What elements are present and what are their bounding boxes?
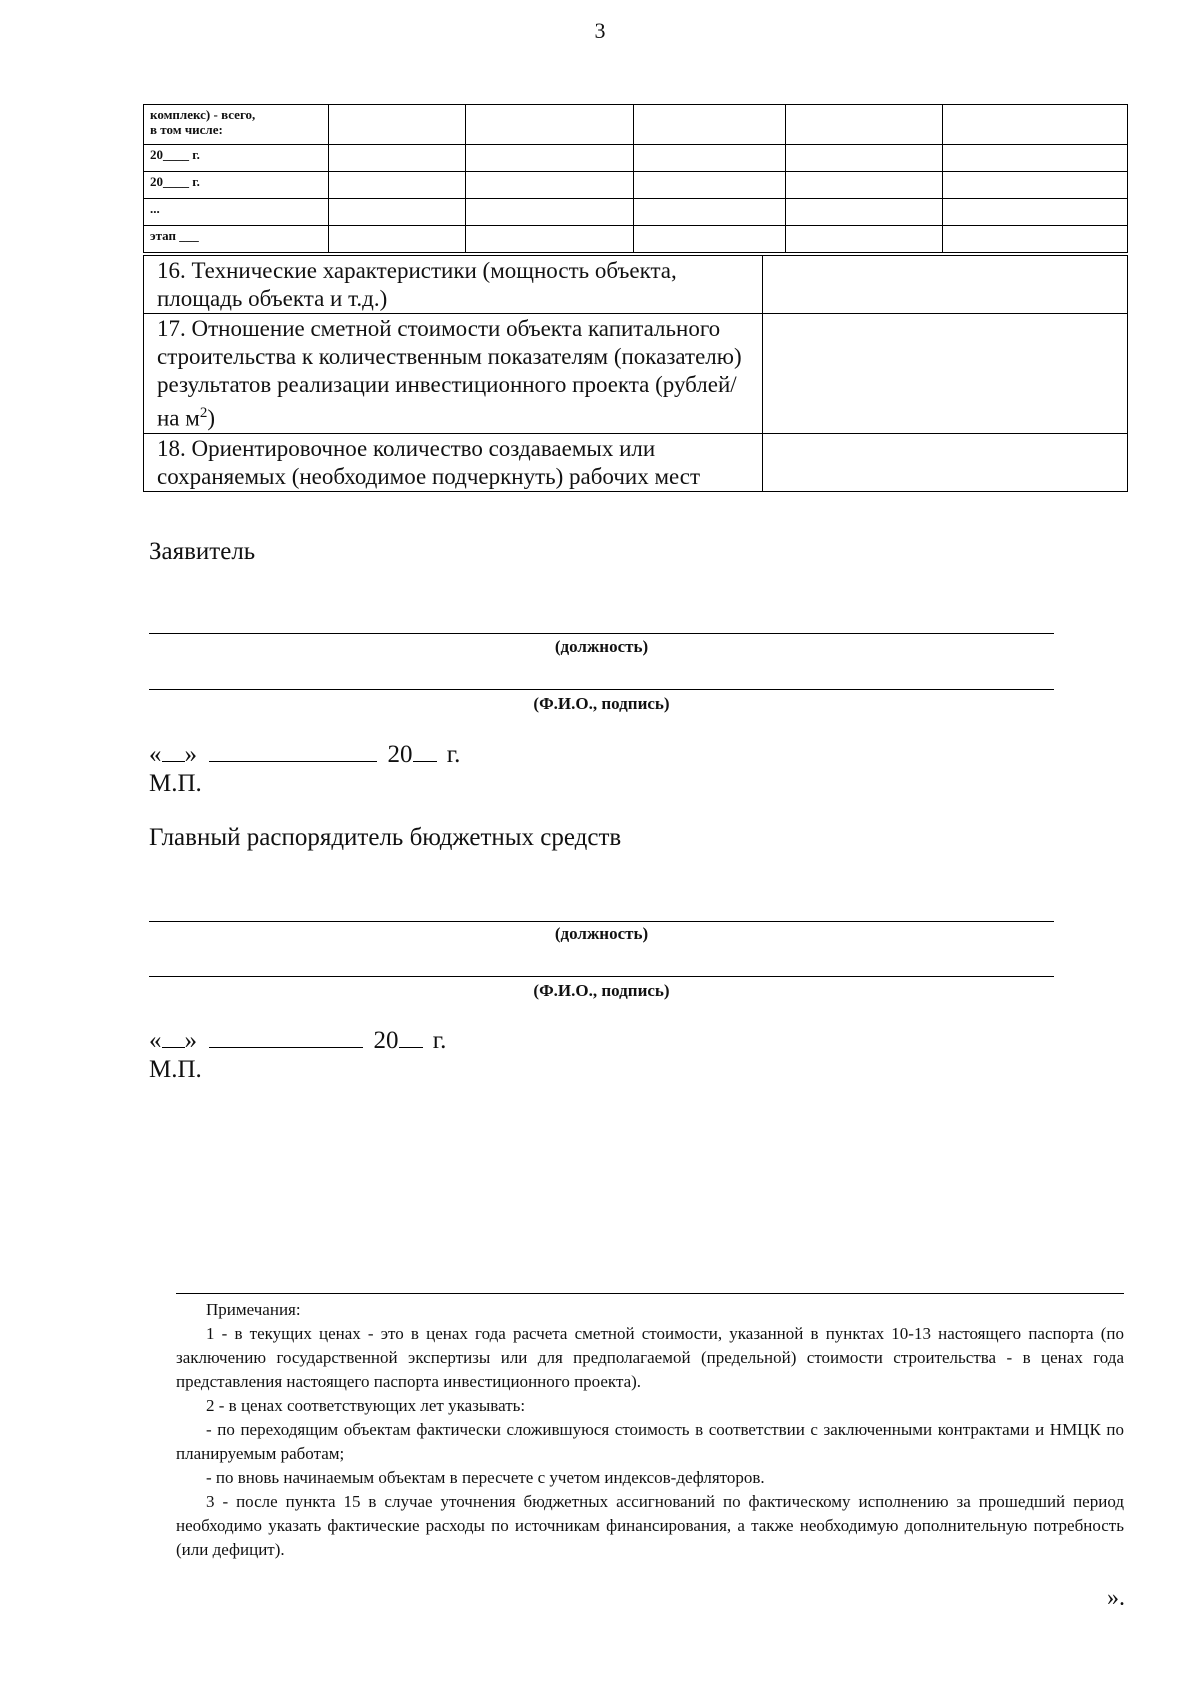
month-blank[interactable] [209, 1025, 363, 1048]
row-label: комплекс) - всего, в том числе: [144, 105, 329, 145]
item-label: 17. Отношение сметной стоимости объекта капитального строительства к количественным показателям (показателю) результатов реализации инвестиционного проекта (рублей/на $м^2$) [144, 314, 763, 434]
position-caption: (должность) [554, 637, 649, 656]
empty-cell[interactable] [786, 145, 943, 172]
item-row-17 [144, 314, 1128, 434]
empty-cell[interactable] [943, 199, 1128, 226]
empty-cell[interactable] [466, 105, 634, 145]
table-row [144, 226, 1128, 253]
empty-cell[interactable] [943, 145, 1128, 172]
empty-cell[interactable] [943, 105, 1128, 145]
item-value-cell[interactable] [763, 314, 1128, 434]
year-blank[interactable] [399, 1025, 423, 1048]
empty-cell[interactable] [634, 145, 786, 172]
name-caption: (Ф.И.О., подпись) [533, 981, 670, 1000]
name-signature-line[interactable] [149, 689, 1054, 690]
day-blank[interactable] [162, 739, 185, 762]
empty-cell[interactable] [329, 105, 466, 145]
month-blank[interactable] [209, 739, 377, 762]
year-blank[interactable] [413, 739, 437, 762]
notes-divider [176, 1293, 1124, 1294]
empty-cell[interactable] [466, 172, 634, 199]
closing-quote: ». [1107, 1585, 1125, 1611]
notes-section [176, 1298, 1124, 1562]
row-label: 20____ г. [144, 172, 329, 199]
empty-cell[interactable] [329, 226, 466, 253]
table-row [144, 172, 1128, 199]
note-paragraph: - по вновь начинаемым объектам в пересчете с учетом индексов-дефляторов. [206, 1468, 765, 1487]
note-paragraph: 3 - после пункта 15 в случае уточнения бюджетных ассигнований по фактическому исполнению за прошедший период необходимо указать фактические расходы по источникам финансирования, а также необходимую дополнительную потребность (или дефицит). [176, 1492, 1124, 1559]
item-row-18 [144, 433, 1128, 491]
empty-cell[interactable] [634, 199, 786, 226]
note-paragraph: 2 - в ценах соответствующих лет указывать: [206, 1396, 526, 1415]
table-row [144, 145, 1128, 172]
stamp-label: М.П. [149, 770, 202, 797]
item-value-cell[interactable] [763, 256, 1128, 314]
budget-manager-date-line: « » 20 г. [149, 1027, 447, 1054]
empty-cell[interactable] [943, 172, 1128, 199]
empty-cell[interactable] [466, 145, 634, 172]
position-signature-line[interactable] [149, 921, 1054, 922]
item-label: 16. Технические характеристики (мощность объекта, площадь объекта и т.д.) [144, 256, 763, 314]
name-caption: (Ф.И.О., подпись) [533, 694, 670, 713]
empty-cell[interactable] [329, 145, 466, 172]
day-blank[interactable] [162, 1025, 185, 1048]
table-row [144, 105, 1128, 145]
table-row [144, 199, 1128, 226]
row-label: 20____ г. [144, 145, 329, 172]
empty-cell[interactable] [943, 226, 1128, 253]
applicant-date-line: « » 20 г. [149, 741, 461, 768]
budget-manager-heading: Главный распорядитель бюджетных средств [149, 824, 622, 851]
empty-cell[interactable] [329, 199, 466, 226]
empty-cell[interactable] [329, 172, 466, 199]
row-label: ... [144, 199, 329, 226]
empty-cell[interactable] [786, 105, 943, 145]
empty-cell[interactable] [786, 172, 943, 199]
item-value-cell[interactable] [763, 433, 1128, 491]
item-row-16 [144, 256, 1128, 314]
financing-table [143, 104, 1128, 253]
position-signature-line[interactable] [149, 633, 1054, 634]
empty-cell[interactable] [466, 199, 634, 226]
applicant-heading: Заявитель [149, 538, 256, 565]
empty-cell[interactable] [466, 226, 634, 253]
empty-cell[interactable] [634, 172, 786, 199]
empty-cell[interactable] [634, 226, 786, 253]
item-label: 18. Ориентировочное количество создаваемых или сохраняемых (необходимое подчеркнуть) рабочих мест [144, 433, 763, 491]
note-paragraph: - по переходящим объектам фактически сложившуюся стоимость в соответствии с заключенными контрактами и НМЦК по планируемым работам; [176, 1420, 1124, 1463]
empty-cell[interactable] [786, 226, 943, 253]
row-label: этап ___ [144, 226, 329, 253]
empty-cell[interactable] [634, 105, 786, 145]
name-signature-line[interactable] [149, 976, 1054, 977]
empty-cell[interactable] [786, 199, 943, 226]
note-paragraph: 1 - в текущих ценах - это в ценах года расчета сметной стоимости, указанной в пунктах 10-13 настоящего паспорта (по заключению государственной экспертизы или для предполагаемой (предельной) стоимости строительства - в ценах года представления настоящего паспорта инвестиционного проекта). [176, 1324, 1124, 1391]
page-number: 3 [594, 18, 606, 43]
items-table [143, 255, 1128, 492]
stamp-label: М.П. [149, 1056, 202, 1083]
notes-title: Примечания: [206, 1300, 301, 1319]
position-caption: (должность) [554, 924, 649, 943]
